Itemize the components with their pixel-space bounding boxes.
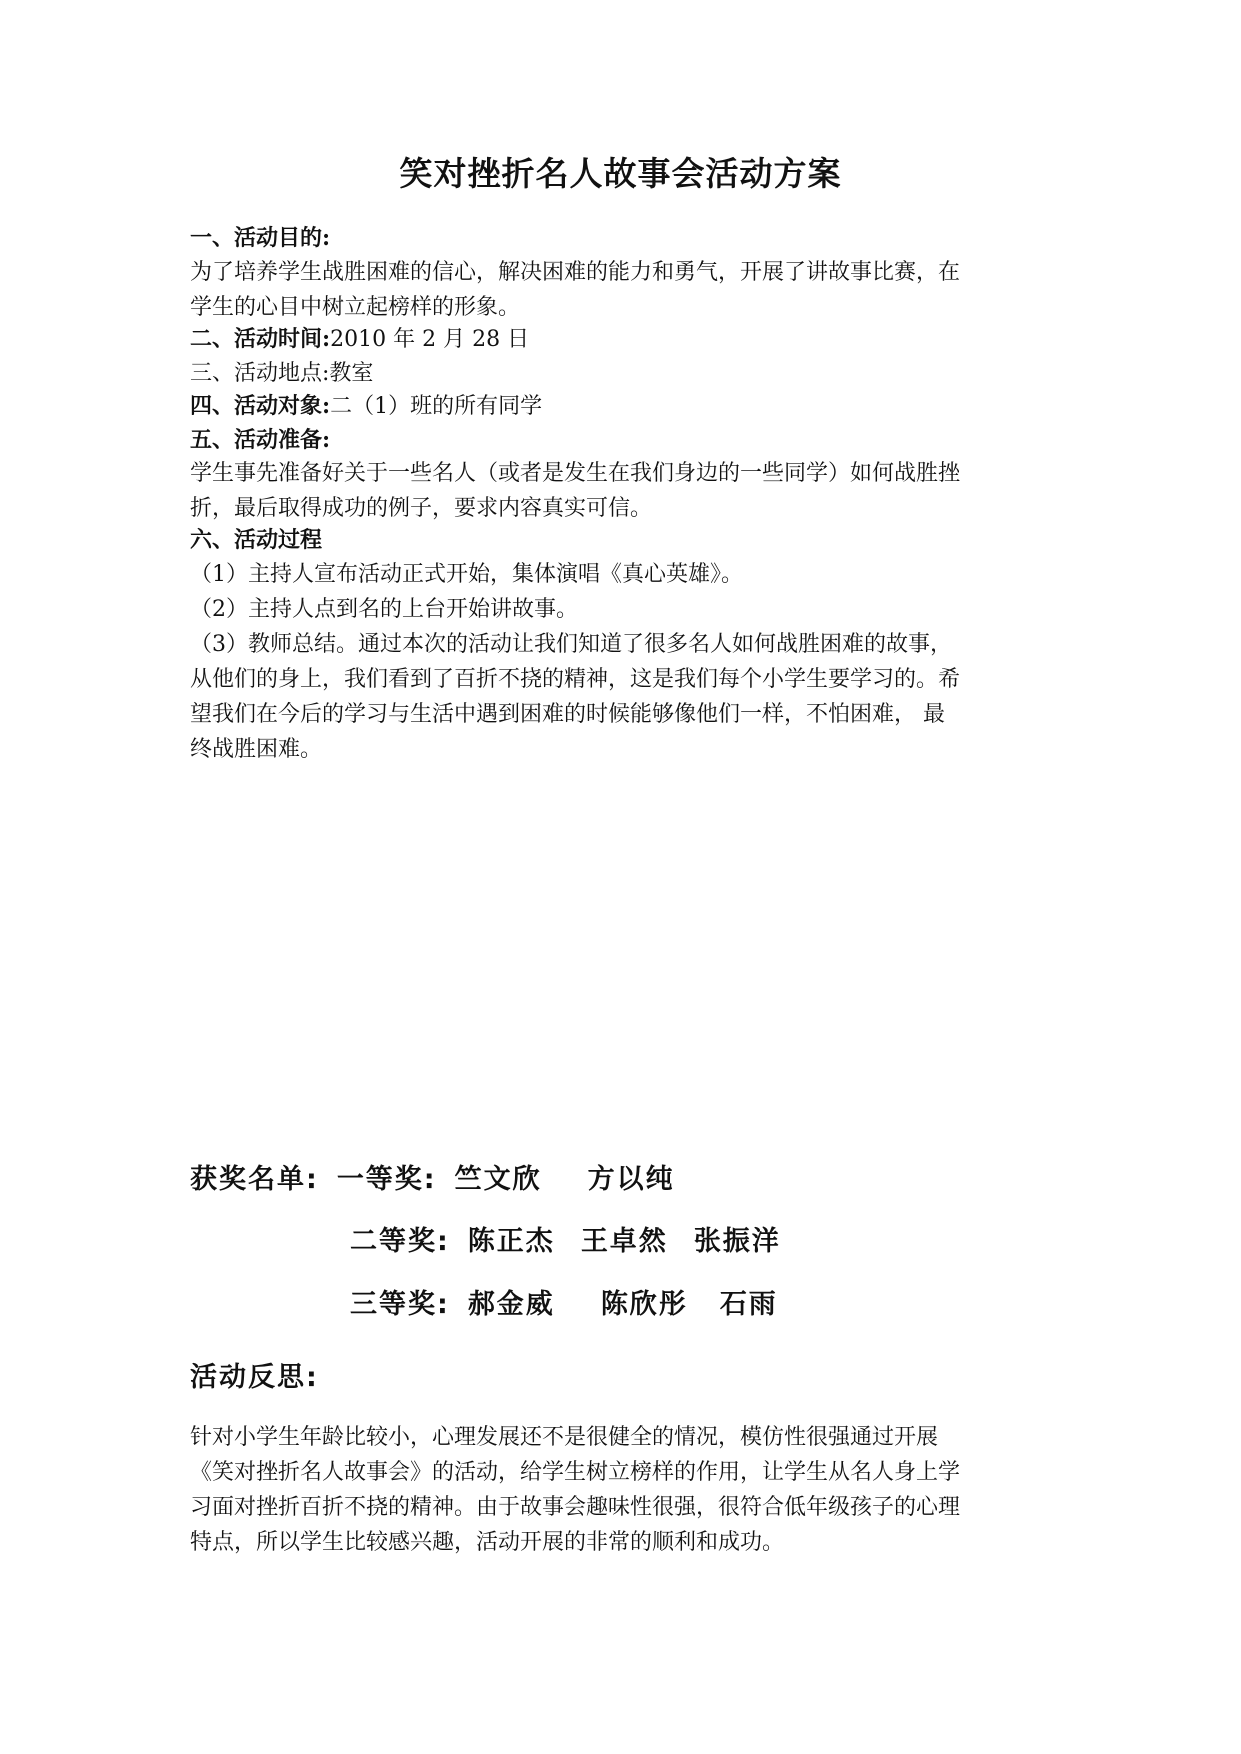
process-line: （2）主持人点到名的上台开始讲故事。: [190, 597, 578, 622]
award-name: 方以纯: [587, 1164, 675, 1195]
process-line: 从他们的身上，我们看到了百折不挠的精神，这是我们每个小学生要学习的。希: [190, 667, 961, 692]
time-heading: 二、活动时间:: [190, 326, 331, 352]
purpose-heading: 一、活动目的:: [190, 225, 331, 251]
process-heading: 六、活动过程: [190, 527, 323, 553]
reflection-line: 特点，所以学生比较感兴趣，活动开展的非常的顺利和成功。: [190, 1530, 785, 1555]
process-line: （3）教师总结。通过本次的活动让我们知道了很多名人如何战胜困难的故事，: [190, 632, 952, 657]
prep-line: 学生事先准备好关于一些名人（或者是发生在我们身边的一些同学）如何战胜挫: [190, 461, 961, 486]
award-name: 郝金威: [467, 1289, 555, 1320]
reflection-heading: 活动反思:: [190, 1362, 319, 1393]
target-row: [190, 389, 1060, 424]
prep-heading: 五、活动准备:: [190, 427, 331, 453]
awards-label: 获奖名单:: [190, 1164, 319, 1195]
place-value: 教室: [329, 361, 374, 386]
reflection-line: 《笑对挫折名人故事会》的活动，给学生树立榜样的作用，让学生从名人身上学: [190, 1460, 961, 1485]
place-heading: 三、活动地点:: [190, 361, 330, 386]
awards-second-row: [350, 1222, 781, 1262]
target-value: 二（1）班的所有同学: [330, 394, 543, 419]
prep-line: 折，最后取得成功的例子，要求内容真实可信。: [190, 496, 653, 521]
purpose-text: [190, 255, 1060, 325]
reflection-line: 习面对挫折百折不挠的精神。由于故事会趣味性很强，很符合低年级孩子的心理: [190, 1495, 961, 1520]
time-value: 2010 年 2 月 28 日: [330, 327, 530, 352]
process-line: （1）主持人宣布活动正式开始，集体演唱《真心英雄》。: [190, 562, 743, 587]
prep-text: [190, 456, 1060, 526]
target-heading: 四、活动对象:: [190, 393, 331, 419]
process-text: [190, 557, 1060, 767]
time-row: [190, 322, 1060, 357]
process-line: 终战胜困难。: [190, 737, 323, 762]
purpose-line: 学生的心目中树立起榜样的形象。: [190, 295, 521, 320]
reflection-text: [190, 1420, 1070, 1560]
award-name: 陈正杰: [467, 1226, 555, 1257]
first-prize-label: 一等奖:: [336, 1164, 437, 1195]
place-row: [190, 356, 1060, 391]
award-name: 陈欣彤: [600, 1289, 688, 1320]
process-line: 望我们在今后的学习与生活中遇到困难的时候能够像他们一样，不怕困难， 最: [190, 702, 945, 727]
award-name: 张振洋: [693, 1226, 781, 1257]
page-title: 笑对挫折名人故事会活动方案: [399, 154, 842, 193]
second-prize-label: 二等奖:: [350, 1226, 450, 1257]
awards-third-row: [350, 1285, 778, 1325]
purpose-line: 为了培养学生战胜困难的信心，解决困难的能力和勇气，开展了讲故事比赛，在: [190, 260, 961, 285]
award-name: 竺文欣: [454, 1164, 542, 1195]
award-name: 石雨: [719, 1289, 778, 1320]
awards-first-row: [190, 1160, 675, 1200]
third-prize-label: 三等奖:: [350, 1289, 450, 1320]
award-name: 王卓然: [580, 1226, 668, 1257]
reflection-line: 针对小学生年龄比较小，心理发展还不是很健全的情况，模仿性很强通过开展: [190, 1425, 939, 1450]
